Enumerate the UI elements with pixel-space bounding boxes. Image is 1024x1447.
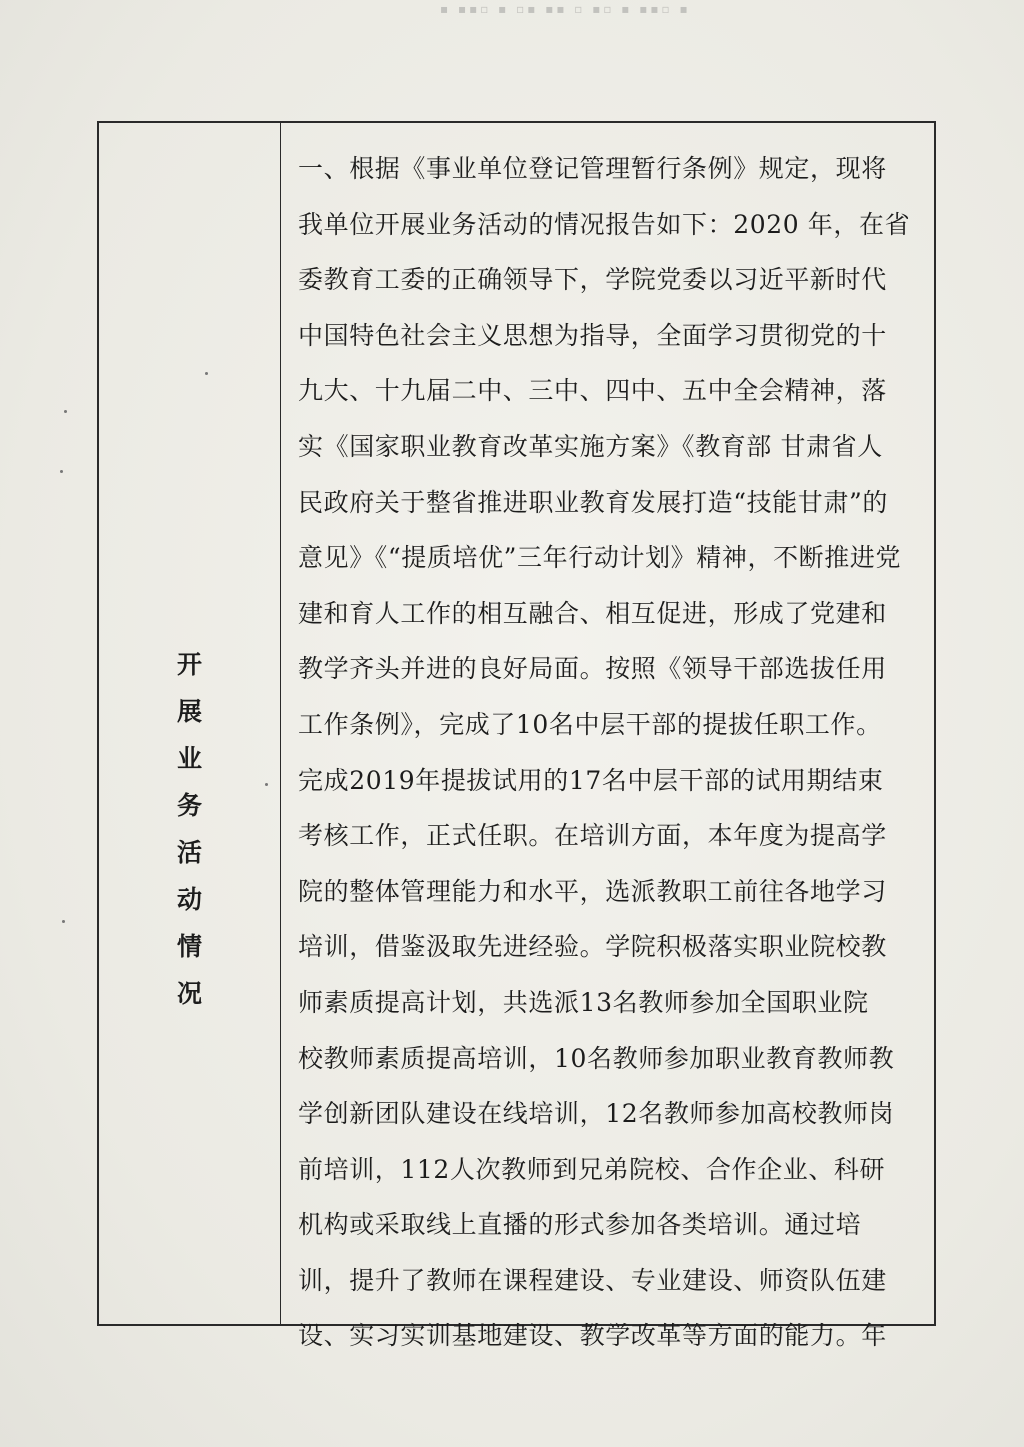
body-line: 校教师素质提高培训，10名教师参加职业教育教师教	[298, 1043, 895, 1073]
body-line: 一、根据《事业单位登记管理暂行条例》规定，现将	[298, 154, 887, 183]
body-line: 训，提升了教师在课程建设、专业建设、师资队伍建	[298, 1265, 887, 1295]
body-line: 教学齐头并进的良好局面。按照《领导干部选拔任用	[298, 654, 887, 684]
section-label-cell	[99, 123, 280, 1324]
section-label-char: 况	[176, 979, 202, 1008]
body-line: 意见》《“提质培优”三年行动计划》精神，不断推进党	[298, 543, 902, 573]
section-label-char: 务	[176, 791, 202, 820]
body-line: 我单位开展业务活动的情况报告如下：2020 年，在省	[298, 209, 911, 239]
body-line: 中国特色社会主义思想为指导，全面学习贯彻党的十	[298, 320, 887, 350]
body-line: 民政府关于整省推进职业教育发展打造“技能甘肃”的	[298, 487, 888, 517]
body-line: 学创新团队建设在线培训，12名教师参加高校教师岗	[298, 1099, 895, 1129]
scan-speck	[62, 920, 65, 923]
activity-report-table	[97, 121, 936, 1351]
body-line: 建和育人工作的相互融合、相互促进，形成了党建和	[298, 598, 887, 628]
body-line: 院的整体管理能力和水平，选派教职工前往各地学习	[298, 876, 887, 906]
body-line: 实《国家职业教育改革实施方案》《教育部 甘肃省人	[298, 431, 883, 461]
scan-speck	[64, 410, 67, 413]
section-label-char: 动	[176, 885, 202, 914]
body-line: 培训，借鉴汲取先进经验。学院积极落实职业院校教	[298, 932, 887, 962]
scan-speck	[60, 470, 63, 473]
body-line: 设、实习实训基地建设、教学改革等方面的能力。年	[298, 1321, 887, 1351]
section-label-char: 活	[176, 838, 202, 867]
section-label-char: 开	[176, 650, 202, 679]
body-line: 师素质提高计划，共选派13名教师参加全国职业院	[298, 987, 869, 1017]
column-divider	[280, 123, 281, 1324]
scan-bleed-through: ▪ ▪▪▫ ▪ ▫▪ ▪▪ ▫ ▪▫ ▪ ▪▪▫ ▪	[440, 2, 691, 16]
body-line: 前培训，112人次教师到兄弟院校、合作企业、科研	[298, 1154, 886, 1184]
body-line: 九大、十九届二中、三中、四中、五中全会精神，落	[298, 376, 887, 406]
body-line: 委教育工委的正确领导下，学院党委以习近平新时代	[298, 265, 887, 295]
body-line: 考核工作，正式任职。在培训方面，本年度为提高学	[298, 821, 887, 851]
section-label-char: 展	[176, 697, 202, 726]
section-label-char: 业	[176, 744, 202, 773]
body-line: 机构或采取线上直播的形式参加各类培训。通过培	[298, 1210, 862, 1240]
scan-speck	[265, 783, 268, 786]
report-body-text	[298, 141, 928, 1364]
body-line: 完成2019年提拔试用的17名中层干部的试用期结束	[298, 765, 884, 795]
section-label-char: 情	[176, 932, 202, 961]
body-line: 工作条例》，完成了10名中层干部的提拔任职工作。	[298, 709, 882, 739]
scan-speck	[205, 372, 208, 375]
